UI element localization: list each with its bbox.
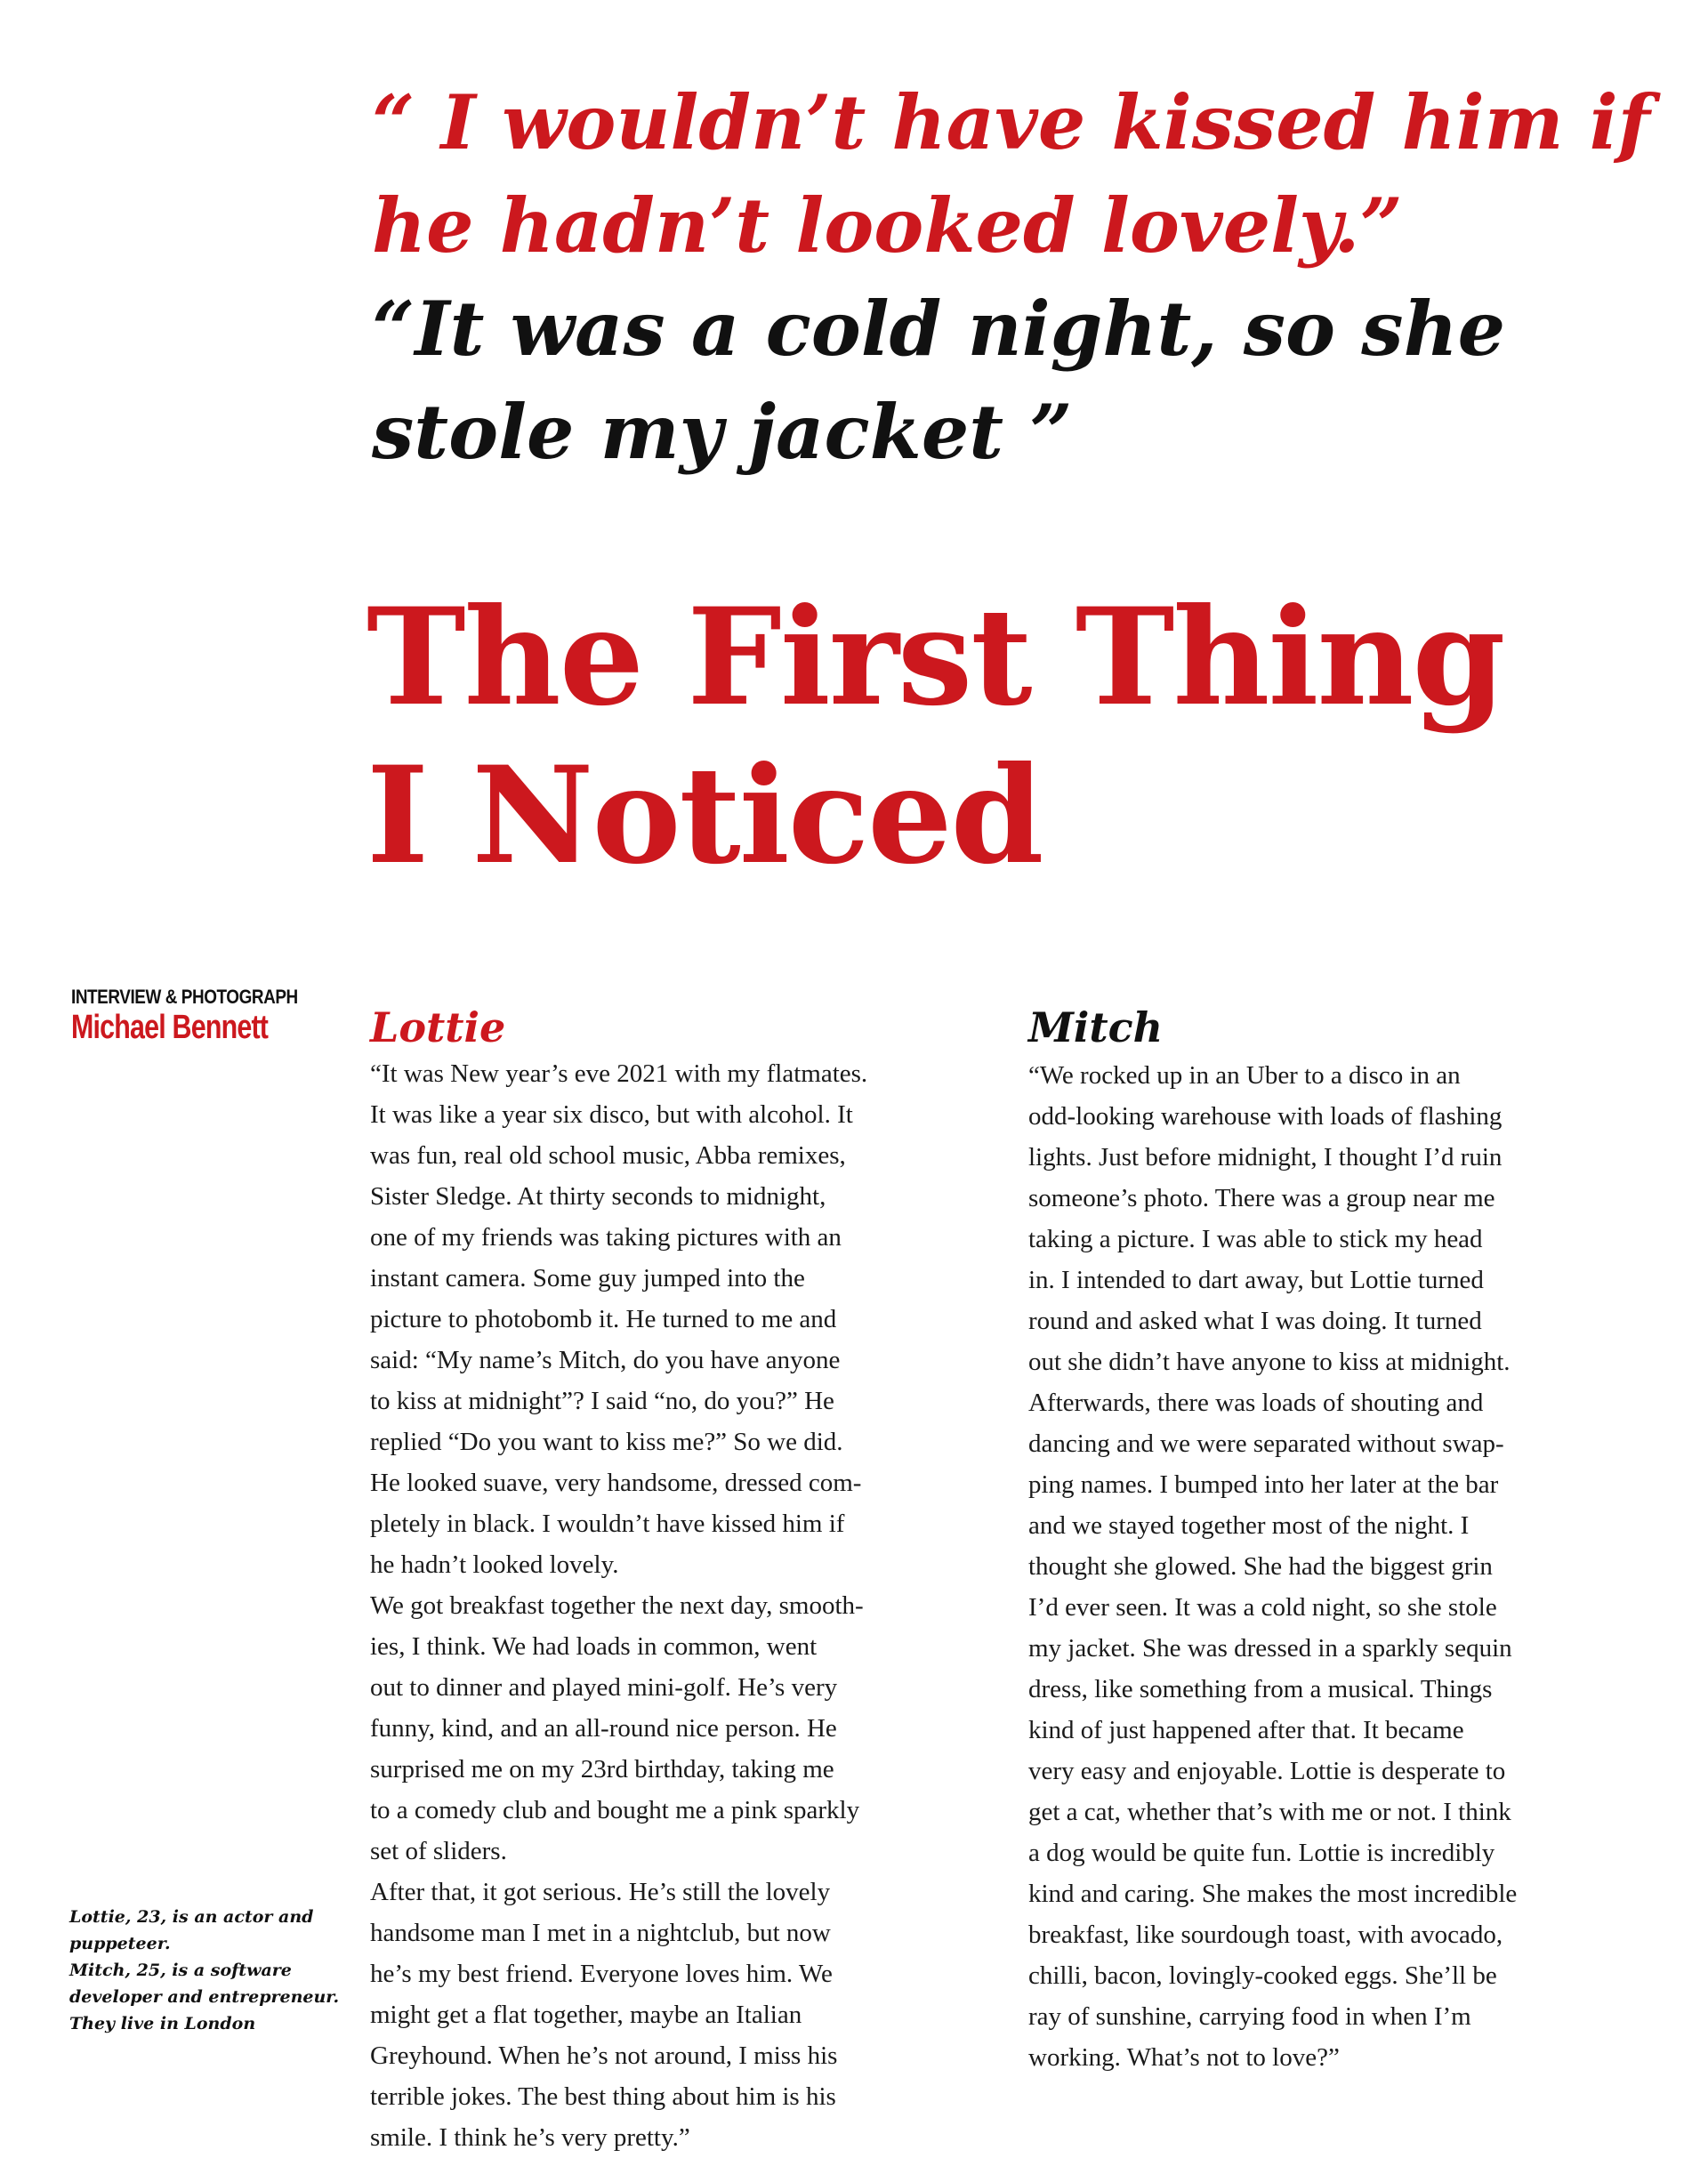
mitch-heading: Mitch [1028, 1003, 1164, 1051]
lottie-story: “It was New year’s eve 2021 with my flatmates. It was like a year six disco, but with alcohol. It was fun, real old school music, Abba remixes, Sister Sledge. At thirty seconds to midnight, one of my friends was taking pictures with an instant camera. Some guy jumped into the picture to photobomb it. He turned to me and said: “My name’s Mitch, do you have anyone to kiss at midnight”? I said “no, do you?” He replied “Do you want to kiss me?” So we did. He looked suave, very handsome, dressed com- pletely in black. I wouldn’t have kissed him if he hadn’t looked lovely. We got breakfast together the next day, smooth- ies, I think. We had loads in common, went out to dinner and played mini-golf. He’s very funny, kind, and an all-round nice person. He surprised me on my 23rd birthday, taking me to a comedy club and bought me a pink sparkly set of sliders. After that, it got serious. He’s still the lovely handsome man I met in a nightclub, but now he’s my best friend. Everyone loves him. We might get a flat together, maybe an Italian Greyhound. When he’s not around, I miss his terrible jokes. The best thing about him is his smile. I think he’s very pretty.” [370, 1059, 868, 2152]
pull-quote-lottie: “ I wouldn’t have kissed him if he hadn’t looked lovely.” [372, 78, 1650, 270]
headline [367, 578, 1683, 895]
bio-line: Lottie, 23, is an actor and [69, 1907, 314, 1927]
headline-line-2: I Noticed [367, 737, 1043, 894]
bio-line: They live in London [69, 2014, 256, 2033]
credit-name: Michael Bennett [71, 1009, 269, 1046]
mitch-story: “We rocked up in an Uber to a disco in an odd-looking warehouse with loads of flashing lights. Just before midnight, I thought I’d ruin someone’s photo. There was a group near me taking a picture. I was able to stick my head in. I intended to dart away, but Lottie turned round and asked what I was doing. It turned out she didn’t have anyone to kiss at midnight. Afterwards, there was loads of shouting and dancing and we were separated without swap- ping names. I bumped into her later at the bar and we stayed together most of the night. I thought she glowed. She had the biggest grin I’d ever seen. It was a cold night, so she stole my jacket. She was dressed in a sparkly sequin dress, like something from a musical. Things kind of just happened after that. It became very easy and enjoyable. Lottie is desperate to get a cat, whether that’s with me or not. I think a dog would be quite fun. Lottie is incredibly kind and caring. She makes the most incredible breakfast, like sourdough toast, with avocado, chilli, bacon, lovingly-cooked eggs. She’ll be ray of sunshine, carrying food in when I’m working. What’s not to love?” [1028, 1061, 1518, 2072]
mitch-column [1028, 1003, 1624, 2078]
lottie-heading: Lottie [370, 1003, 506, 1051]
bio-line: Mitch, 25, is a software [69, 1961, 292, 1980]
bio-caption [69, 1904, 340, 2037]
lottie-column [370, 1003, 975, 2158]
headline-line-1: The First Thing [367, 579, 1504, 736]
credit-label: INTERVIEW & PHOTOGRAPH [71, 986, 298, 1008]
credit-block [71, 986, 338, 1046]
bio-line: puppeteer. [69, 1934, 171, 1953]
pull-quote-mitch: “It was a cold night, so she stole my jacket ” [372, 285, 1506, 476]
bio-line: developer and entrepreneur. [69, 1987, 340, 2007]
